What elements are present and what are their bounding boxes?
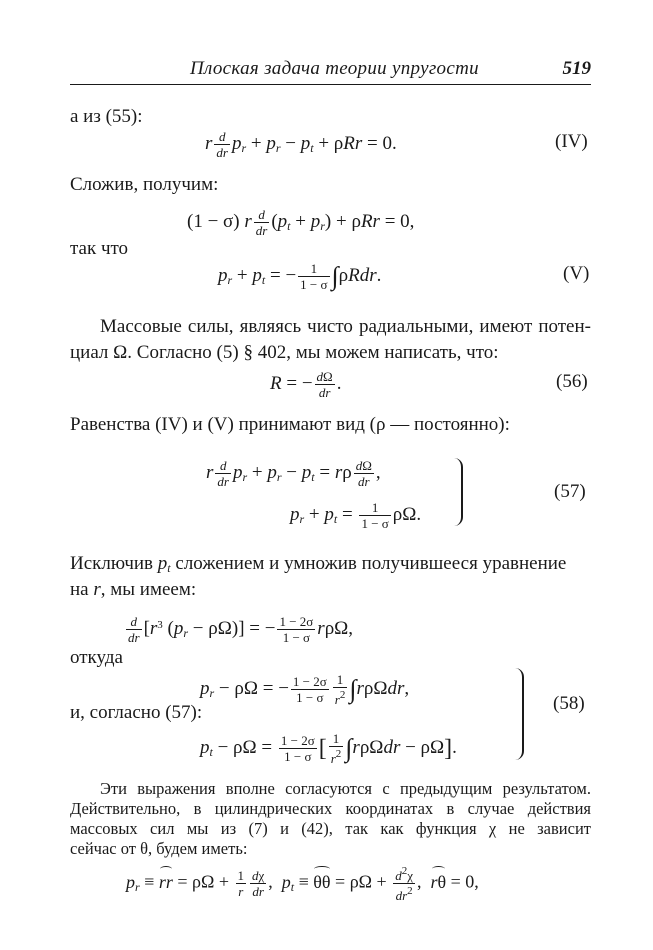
equation-number: (IV) xyxy=(555,131,588,152)
paragraph-line: Исключив $p_t$ сложением и умножив получившееся уравнение xyxy=(70,553,567,575)
text-line: Сложив, получим: xyxy=(70,174,219,195)
text-line: а из (55): xyxy=(70,106,143,127)
text-span: сложением и умножив получившееся уравнение xyxy=(175,553,567,574)
equation-number: (57) xyxy=(554,481,586,502)
page-header xyxy=(70,58,591,85)
small-text-line: массовых сил мы из (7) и (42), так как функция χ не зависит xyxy=(70,819,591,838)
equation-56: R = − $\frac{d\Omega}{dr}$ . xyxy=(270,369,342,400)
text-line: откуда xyxy=(70,647,123,668)
small-text-line: Действительно, в цилиндрических координатах в случае действия xyxy=(70,799,591,818)
equation-V: $p_r + p_t$ = − $\frac{1}{1 - \sigma}$ ∫ρRdr. xyxy=(218,261,382,292)
equation-57b: $p_r + p_t$ = $\frac{1}{1 - \sigma}$ ρΩ. xyxy=(290,500,422,531)
equation-number: (56) xyxy=(556,371,588,392)
paragraph-line: на r, мы имеем: xyxy=(70,579,197,600)
small-text-line: Эти выражения вполне согласуются с предыдущим результатом. xyxy=(100,779,591,798)
paragraph-line: циал Ω. Согласно (5) § 402, мы можем написать, что: xyxy=(70,342,499,363)
small-text-line: сейчас от θ, будем иметь: xyxy=(70,839,248,858)
equation-57a: r $\frac{d}{dr}$ $p_r + p_r - p_t = r\rho$ $\frac{d\Omega}{dr}$ , xyxy=(206,458,381,489)
page-number: 519 xyxy=(562,58,591,79)
brace xyxy=(515,668,524,760)
equation-58a: $p_r - \rho\Omega$ = − $\frac{1 - 2\sigma}{1 - \sigma}$ $\frac{1}{r^2}$ ∫rρΩdr, xyxy=(200,672,410,707)
text-span: Исключив xyxy=(70,553,154,574)
equation-derivative: $\frac{d}{dr}$ [$r^3$ $(p_r - \rho\Omega)$] = − $\frac{1 - 2\sigma}{1 - \sigma}$ rρΩ, xyxy=(128,614,354,646)
equation-number: (58) xyxy=(553,693,585,714)
equation-number: (V) xyxy=(563,263,590,284)
equation-sum: (1 − σ) r $\frac{d}{dr}$ $(p_t + p_r) + \rho Rr = 0$, xyxy=(187,207,415,238)
text-span: , мы имеем: xyxy=(100,579,197,600)
equation-58b: $p_t - \rho\Omega$ = $\frac{1 - 2\sigma}{1 - \sigma}$ [ $\frac{1}{r^2}$ ∫rρΩdr − ρΩ]. xyxy=(200,731,457,766)
paragraph-line: Равенства (IV) и (V) принимают вид (ρ — постоянно): xyxy=(70,414,510,435)
text-line: так что xyxy=(70,238,129,259)
equation-cylindrical: $p_r$ ≡ rr = ρΩ + $\frac{1}{r}$ $\frac{d\chi}{dr}$ , $p_t \equiv \theta\theta = \rho\Omega$ + $\frac{d^2\chi}{dr^2}$ , rθ = 0, xyxy=(126,865,479,903)
text-span: на xyxy=(70,579,89,600)
running-title: Плоская задача теории упругости xyxy=(190,58,479,79)
equation-IV: r $\frac{d}{dr}$ $p_r + p_r - p_t + \rho Rr = 0$. xyxy=(205,129,397,160)
paragraph-line: Массовые силы, являясь чисто радиальными, имеют потен- xyxy=(100,316,591,337)
brace xyxy=(454,458,463,526)
text-line: и, согласно (57): xyxy=(70,702,203,723)
